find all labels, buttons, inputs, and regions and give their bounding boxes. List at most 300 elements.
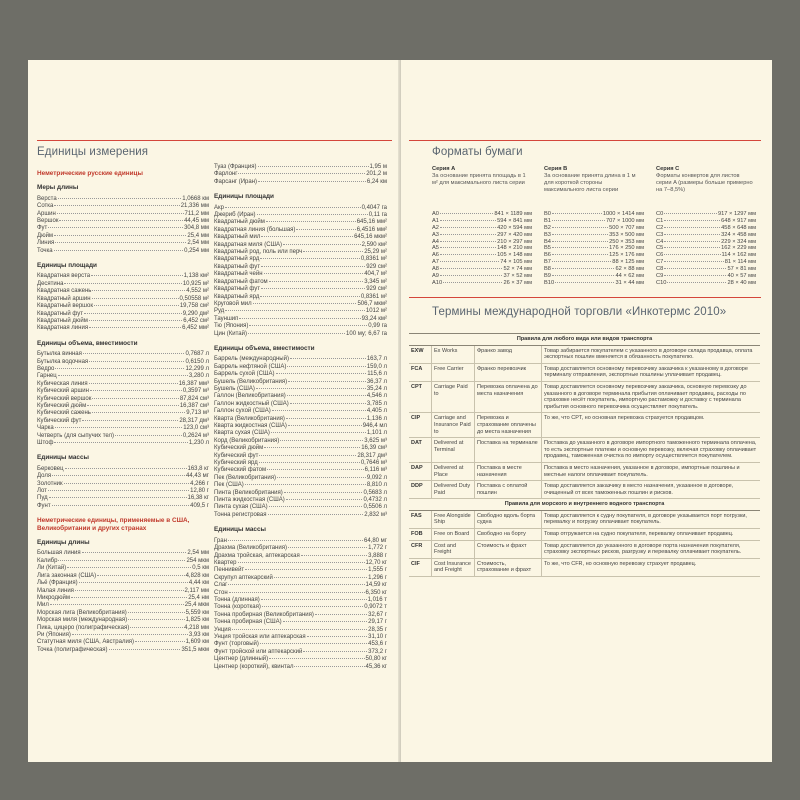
leader-dots xyxy=(286,499,363,500)
leader-dots xyxy=(90,390,182,391)
unit-row xyxy=(37,488,209,495)
leader-dots xyxy=(130,627,183,628)
unit-value: 453,6 г xyxy=(368,641,387,648)
unit-row xyxy=(214,445,387,452)
leader-dots xyxy=(84,313,182,314)
unit-value: 2,117 мм xyxy=(184,587,209,594)
leader-dots xyxy=(229,592,365,593)
unit-row xyxy=(214,416,387,423)
unit-name: Кубический сажень xyxy=(37,410,91,417)
unit-value: 9,092 л xyxy=(366,474,387,481)
paper-size-row xyxy=(656,280,756,287)
leader-dots xyxy=(48,490,189,491)
unit-value: 0,3597 м³ xyxy=(182,388,209,395)
format-size: 324 × 458 мм xyxy=(721,231,756,238)
format-size: 114 × 162 мм xyxy=(721,252,756,259)
term-description: Товар доставляется основному перевозчику заказчика к указанному в договоре терминалу отправления, экспортные пошлины уплачивает продавец. xyxy=(542,363,761,381)
leader-dots xyxy=(440,241,496,242)
paper-series xyxy=(656,166,756,287)
leader-dots xyxy=(552,213,602,214)
unit-name: Квадратный фут xyxy=(214,286,261,293)
leader-dots xyxy=(664,241,720,242)
unit-name: Линия xyxy=(37,240,55,247)
unit-name: Галлон сухой (США) xyxy=(214,408,271,415)
left-page xyxy=(28,60,401,762)
unit-value: 0,5683 л xyxy=(363,489,387,496)
leader-dots xyxy=(552,254,608,255)
paper-size-row xyxy=(432,245,532,252)
unit-value: 3,345 м² xyxy=(364,278,387,285)
paper-size-row xyxy=(656,259,756,266)
section-heading: Единицы длины xyxy=(37,539,90,547)
unit-name: Корд (Великобритания) xyxy=(214,437,280,444)
paper-size-row xyxy=(656,252,756,259)
leader-dots xyxy=(259,455,356,456)
unit-row xyxy=(214,205,387,212)
series-title: Серия C xyxy=(656,166,680,172)
format-name: B8 xyxy=(544,266,551,273)
unit-name: Мил xyxy=(37,602,49,609)
unit-name: Морская миля (международная) xyxy=(37,617,128,624)
unit-value: 0,254 мм xyxy=(184,247,209,254)
unit-row xyxy=(214,179,387,186)
leader-dots xyxy=(92,290,185,291)
unit-value: 6,452 мм² xyxy=(182,325,209,332)
unit-value: 44,43 мг xyxy=(186,473,209,480)
format-name: B0 xyxy=(544,210,551,217)
unit-value: 28,317 дм³ xyxy=(179,417,209,424)
unit-name: Круговой мил xyxy=(214,300,252,307)
unit-name: Кварта жидкостная (США) xyxy=(214,423,287,429)
format-name: C9 xyxy=(656,273,664,280)
unit-name: Квадратная линия xyxy=(37,325,89,332)
paper-size-row xyxy=(432,239,532,246)
format-size: 125 × 176 мм xyxy=(609,252,644,259)
term-description: То же, что CFR, но основную перевозку страхует продавец. xyxy=(542,558,761,576)
section-heading: Единицы массы xyxy=(214,526,266,534)
leader-dots xyxy=(232,629,367,630)
format-size: 500 × 707 мм xyxy=(609,224,644,231)
unit-name: Бутылка винная xyxy=(37,351,82,358)
unit-name: Доля xyxy=(37,473,52,480)
unit-value: 29,17 г xyxy=(368,619,387,626)
unit-name: Туаз (Франция) xyxy=(214,164,257,170)
unit-value: 28,317 дм³ xyxy=(357,452,387,459)
leader-dots xyxy=(253,303,357,304)
unit-name: Стон xyxy=(214,589,228,596)
format-size: 420 × 594 мм xyxy=(497,224,532,231)
unit-value: 100 му; 6,67 га xyxy=(346,330,387,337)
unit-row xyxy=(214,379,387,386)
unit-row xyxy=(37,396,209,403)
unit-name: Слаг xyxy=(214,582,228,589)
leader-dots xyxy=(288,381,366,382)
unit-row xyxy=(37,425,209,432)
unit-value: 3,785 л xyxy=(366,400,387,407)
format-size: 353 × 500 мм xyxy=(609,231,644,238)
unit-value: 2,590 км² xyxy=(361,241,387,248)
unit-row xyxy=(37,481,209,488)
format-size: 594 × 841 мм xyxy=(497,217,532,224)
leader-dots xyxy=(89,320,182,321)
format-size: 917 × 1297 мм xyxy=(717,210,756,217)
leader-dots xyxy=(664,254,720,255)
unit-value: 946,4 мл xyxy=(362,423,387,429)
unit-name: Баррель (международный) xyxy=(214,356,289,363)
leader-dots xyxy=(290,358,366,359)
leader-dots xyxy=(92,412,185,413)
term-code: DDP xyxy=(409,481,432,499)
unit-value: 87,824 см³ xyxy=(179,395,209,402)
leader-dots xyxy=(48,227,183,228)
format-size: 105 × 148 мм xyxy=(497,252,532,259)
paper-size-row xyxy=(544,225,644,232)
format-size: 707 × 1000 мм xyxy=(605,217,644,224)
leader-dots xyxy=(552,220,605,221)
term-description: Товар доставляется до указанного в договоре порта назначения покупателя, страховку экспортных рисков, разгрузку и перевалку оплачивает покупатель. xyxy=(542,540,761,558)
format-name: A1 xyxy=(432,217,439,224)
unit-value: 163,8 кг xyxy=(187,465,209,472)
format-name: B1 xyxy=(544,217,551,224)
format-name: A8 xyxy=(432,266,439,273)
format-size: 31 × 44 мм xyxy=(615,279,644,286)
unit-name: Сотка xyxy=(37,203,54,210)
term-code: DAP xyxy=(409,462,432,480)
term-code: EXW xyxy=(409,345,432,363)
unit-value: 6,116 м³ xyxy=(364,467,387,474)
unit-row xyxy=(37,433,209,440)
paper-size-row xyxy=(432,211,532,218)
leader-dots xyxy=(92,298,179,299)
unit-row xyxy=(37,218,209,225)
format-name: A0 xyxy=(432,210,439,217)
leader-dots xyxy=(287,366,365,367)
term-english: Carriage and Insurance Paid to xyxy=(432,413,475,438)
unit-name: Ли (Китай) xyxy=(37,565,67,572)
format-name: C8 xyxy=(656,266,664,273)
paper-size-row xyxy=(544,280,644,287)
unit-row xyxy=(214,386,387,393)
unit-name: Пинта жидкостная (США) xyxy=(214,497,285,504)
paper-size-row xyxy=(432,266,532,273)
leader-dots xyxy=(440,213,493,214)
paper-size-row xyxy=(432,280,532,287)
format-size: 250 × 353 мм xyxy=(609,238,644,245)
unit-name: Квадратный чейн xyxy=(214,271,263,278)
format-name: B6 xyxy=(544,252,551,259)
term-code: FOB xyxy=(409,529,432,541)
unit-value: 1,016 т xyxy=(367,596,387,603)
unit-value: 929 см² xyxy=(366,263,387,270)
unit-name: Фунт xyxy=(37,502,51,509)
term-english: Free on Board xyxy=(432,529,475,541)
unit-value: 1,136 л xyxy=(366,415,387,422)
term-english: Cost and Freight xyxy=(432,540,475,558)
unit-name: Вершок xyxy=(37,218,59,225)
unit-row xyxy=(214,567,387,574)
unit-name: Калибр xyxy=(37,557,58,564)
unit-value: 3,625 м³ xyxy=(364,437,387,444)
leader-dots xyxy=(315,614,367,615)
unit-row xyxy=(37,610,209,617)
leader-dots xyxy=(260,643,367,644)
format-size: 62 × 88 мм xyxy=(615,266,644,273)
unit-value: 1012 м² xyxy=(365,308,387,315)
unit-row xyxy=(214,371,387,378)
leader-dots xyxy=(248,333,345,334)
unit-name: Унция xyxy=(214,626,231,633)
term-russian: Поставка на терминале xyxy=(475,438,542,463)
unit-row xyxy=(214,271,387,278)
term-russian: Перевозка и страхование оплачены до места назначения xyxy=(475,413,542,438)
format-size: 52 × 74 мм xyxy=(503,266,532,273)
term-english: Free Alongside Ship xyxy=(432,510,475,528)
unit-row xyxy=(214,641,387,648)
leader-dots xyxy=(664,220,720,221)
unit-row xyxy=(214,423,387,430)
unit-row xyxy=(37,602,209,609)
unit-value: 25,29 м² xyxy=(364,249,387,256)
format-name: C10 xyxy=(656,279,667,286)
unit-value: 16,38 кг xyxy=(187,495,209,502)
unit-name: Квадратный дюйм xyxy=(37,317,88,324)
unit-name: Квадратный ярд xyxy=(214,256,260,263)
unit-name: Квадратная линия (большая) xyxy=(214,226,296,233)
leader-dots xyxy=(115,435,182,436)
unit-name: Бушель (США) xyxy=(214,385,255,392)
term-description: Товар доставляется к судну покупателя, в договоре указывается порт погрузки, перевалку и погрузку оплачивает покупатель. xyxy=(542,510,761,528)
section-heading: Неметрические единицы, применяемые в США, Великобритании и других странах xyxy=(37,517,190,532)
unit-value: 2,832 м³ xyxy=(364,511,387,518)
unit-row xyxy=(214,538,387,545)
paper-size-row xyxy=(432,259,532,266)
unit-value: 1,95 м xyxy=(369,164,387,170)
unit-value: 36,37 л xyxy=(366,378,387,385)
unit-row xyxy=(37,281,209,288)
unit-name: Баррель нефтяной (США) xyxy=(214,363,287,370)
leader-dots xyxy=(266,221,356,222)
leader-dots xyxy=(262,606,363,607)
unit-name: Пика, цицеро (полиграфическая) xyxy=(37,624,130,631)
unit-value: 25,4 мм xyxy=(187,232,209,239)
leader-dots xyxy=(238,173,365,174)
unit-name: Квадратный род, поль или перч xyxy=(214,249,303,256)
unit-row xyxy=(214,308,387,315)
format-name: C6 xyxy=(656,252,664,259)
format-size: 88 × 125 мм xyxy=(612,259,644,266)
section-heading: Неметрические русские единицы xyxy=(37,170,143,177)
format-name: B3 xyxy=(544,231,551,238)
leader-dots xyxy=(440,275,502,276)
unit-name: Пек (США) xyxy=(214,482,244,489)
term-code: CPT xyxy=(409,381,432,412)
unit-value: 0,99 га xyxy=(368,323,387,330)
term-code: DAT xyxy=(409,438,432,463)
format-size: 57 × 81 мм xyxy=(727,266,756,273)
leader-dots xyxy=(552,241,608,242)
unit-row xyxy=(37,550,209,557)
leader-dots xyxy=(54,250,183,251)
term-code: CIP xyxy=(409,413,432,438)
leader-dots xyxy=(290,403,366,404)
unit-name: Ведро xyxy=(37,365,55,372)
unit-row xyxy=(37,303,209,310)
leader-dots xyxy=(294,666,364,667)
unit-row xyxy=(37,373,209,380)
unit-row xyxy=(214,627,387,634)
unit-value: 0,4732 л xyxy=(363,497,387,504)
unit-value: 4,552 м² xyxy=(186,288,209,295)
term-russian: Франко перевозчик xyxy=(475,363,542,381)
unit-value: 0,11 га xyxy=(368,212,387,219)
unit-name: Кварта сухая (США) xyxy=(214,430,270,437)
leader-dots xyxy=(664,213,717,214)
unit-name: Галлон жидкостный (США) xyxy=(214,400,289,407)
leader-dots xyxy=(552,268,614,269)
unit-name: Пуд xyxy=(37,495,48,502)
leader-dots xyxy=(72,634,188,635)
format-size: 26 × 37 мм xyxy=(503,279,532,286)
format-name: B2 xyxy=(544,224,551,231)
term-english: Cost Insurance and Freight xyxy=(432,558,475,576)
leader-dots xyxy=(82,552,187,553)
unit-row xyxy=(37,503,209,510)
unit-value: 1,296 г xyxy=(368,574,387,581)
term-description: Товар доставляется основному перевозчику заказчика, основную перевозку до указанного в договоре терминала прибытия оплачивает продавец, расходы по страховке несёт покупатель, импортную растаможку и доставку с терминала прибытия основного перевозчика осуществляет покупатель. xyxy=(542,381,761,412)
leader-dots xyxy=(55,427,182,428)
unit-name: Кубическая линия xyxy=(37,380,88,387)
leader-dots xyxy=(269,658,364,659)
unit-row xyxy=(37,203,209,210)
unit-row xyxy=(37,296,209,303)
unit-value: 404,7 м² xyxy=(364,271,387,278)
unit-value: 6,350 кг xyxy=(365,589,387,596)
unit-value: 16,39 см³ xyxy=(361,445,387,452)
incoterm-row xyxy=(409,438,760,463)
paper-size-row xyxy=(656,245,756,252)
unit-name: Лот xyxy=(37,488,47,495)
unit-value: 64,80 мг xyxy=(364,537,387,544)
format-size: 44 × 62 мм xyxy=(615,273,644,280)
unit-name: Кубический фут xyxy=(37,417,82,424)
leader-dots xyxy=(283,621,368,622)
unit-row xyxy=(37,211,209,218)
unit-name: Тауншип xyxy=(214,315,239,322)
unit-value: 159,0 л xyxy=(366,363,387,370)
unit-row xyxy=(37,495,209,502)
unit-value: 0,6150 л xyxy=(185,358,209,365)
unit-name: Кубический фатом xyxy=(214,467,267,474)
paper-size-row xyxy=(656,273,756,280)
unit-row xyxy=(37,196,209,203)
unit-name: Морская лига (Великобритания) xyxy=(37,609,127,616)
paper-size-row xyxy=(544,252,644,259)
unit-value: 45,36 кг xyxy=(365,663,387,670)
unit-value: 4,828 км xyxy=(185,572,209,579)
unit-value: 6,24 км xyxy=(366,178,387,185)
unit-value: 19,758 см² xyxy=(179,303,209,310)
unit-name: Лига законная (США) xyxy=(37,572,97,579)
format-name: B5 xyxy=(544,245,551,252)
incoterm-row xyxy=(409,558,760,576)
red-rule xyxy=(409,140,761,141)
term-english: Free Carrier xyxy=(432,363,475,381)
term-description: Поставка в место назначения, указанное в договоре, импортные пошлины и местные налоги оплачивает покупатель. xyxy=(542,462,761,480)
unit-row xyxy=(214,171,387,178)
series-title: Серия A xyxy=(432,166,456,172)
leader-dots xyxy=(83,353,185,354)
right-page xyxy=(401,60,772,762)
leader-dots xyxy=(443,282,502,283)
leader-dots xyxy=(264,273,364,274)
unit-row xyxy=(214,294,387,301)
unit-name: Тонна пробирная (США) xyxy=(214,619,282,626)
leader-dots xyxy=(257,214,368,215)
format-size: 28 × 40 мм xyxy=(727,279,756,286)
unit-name: Кубический ярд xyxy=(214,460,258,467)
unit-value: 4,218 мм xyxy=(184,624,209,631)
unit-row xyxy=(214,553,387,560)
format-name: A7 xyxy=(432,259,439,266)
unit-value: 35,24 л xyxy=(366,385,387,392)
leader-dots xyxy=(82,420,178,421)
format-name: A3 xyxy=(432,231,439,238)
paper-size-row xyxy=(544,245,644,252)
paper-size-row xyxy=(544,218,644,225)
leader-dots xyxy=(79,582,188,583)
leader-dots xyxy=(288,425,362,426)
leader-dots xyxy=(269,281,364,282)
unit-row xyxy=(37,359,209,366)
term-description: Товар доставляется заказчику в место назначения, указанное в договоре, очищенный от всех таможенных пошлин и рисков. xyxy=(542,481,761,499)
leader-dots xyxy=(225,207,361,208)
leader-dots xyxy=(55,242,186,243)
unit-name: Центнер (короткий), квинтал xyxy=(214,663,294,670)
leader-dots xyxy=(52,475,185,476)
leader-dots xyxy=(276,373,367,374)
unit-value: 0,8361 м² xyxy=(360,293,387,300)
unit-row xyxy=(214,490,387,497)
paper-size-row xyxy=(432,252,532,259)
unit-name: Галлон (Великобритания) xyxy=(214,393,286,400)
unit-value: 163,7 л xyxy=(366,356,387,363)
unit-value: 25,4 нм xyxy=(188,594,209,601)
unit-row xyxy=(214,279,387,286)
paper-size-row xyxy=(544,239,644,246)
paper-size-row xyxy=(432,232,532,239)
leader-dots xyxy=(135,641,185,642)
page-title-incoterms: Термины международной торговли «Инкотермс 2010» xyxy=(432,306,727,318)
series-description: За основание принята длина в 1 м для короткой стороны максимального листа серии xyxy=(544,172,636,193)
unit-value: 25,4 мкм xyxy=(184,602,209,609)
unit-name: Фунт (торговый) xyxy=(214,641,259,648)
unit-value: 0,50558 м² xyxy=(179,295,209,302)
unit-row xyxy=(214,664,387,671)
leader-dots xyxy=(249,325,367,326)
unit-value: 4,44 км xyxy=(188,580,209,587)
incoterm-row xyxy=(409,510,760,528)
unit-value: 12,299 л xyxy=(185,365,209,372)
unit-name: Джериб (Иран) xyxy=(214,212,256,219)
unit-row xyxy=(37,632,209,639)
unit-value: 12,70 кг xyxy=(365,559,387,566)
leader-dots xyxy=(280,440,363,441)
paper-size-row xyxy=(544,273,644,280)
unit-row xyxy=(214,656,387,663)
unit-value: 1,609 км xyxy=(185,639,209,646)
term-english: Delivered at Terminal xyxy=(432,438,475,463)
format-name: A6 xyxy=(432,252,439,259)
